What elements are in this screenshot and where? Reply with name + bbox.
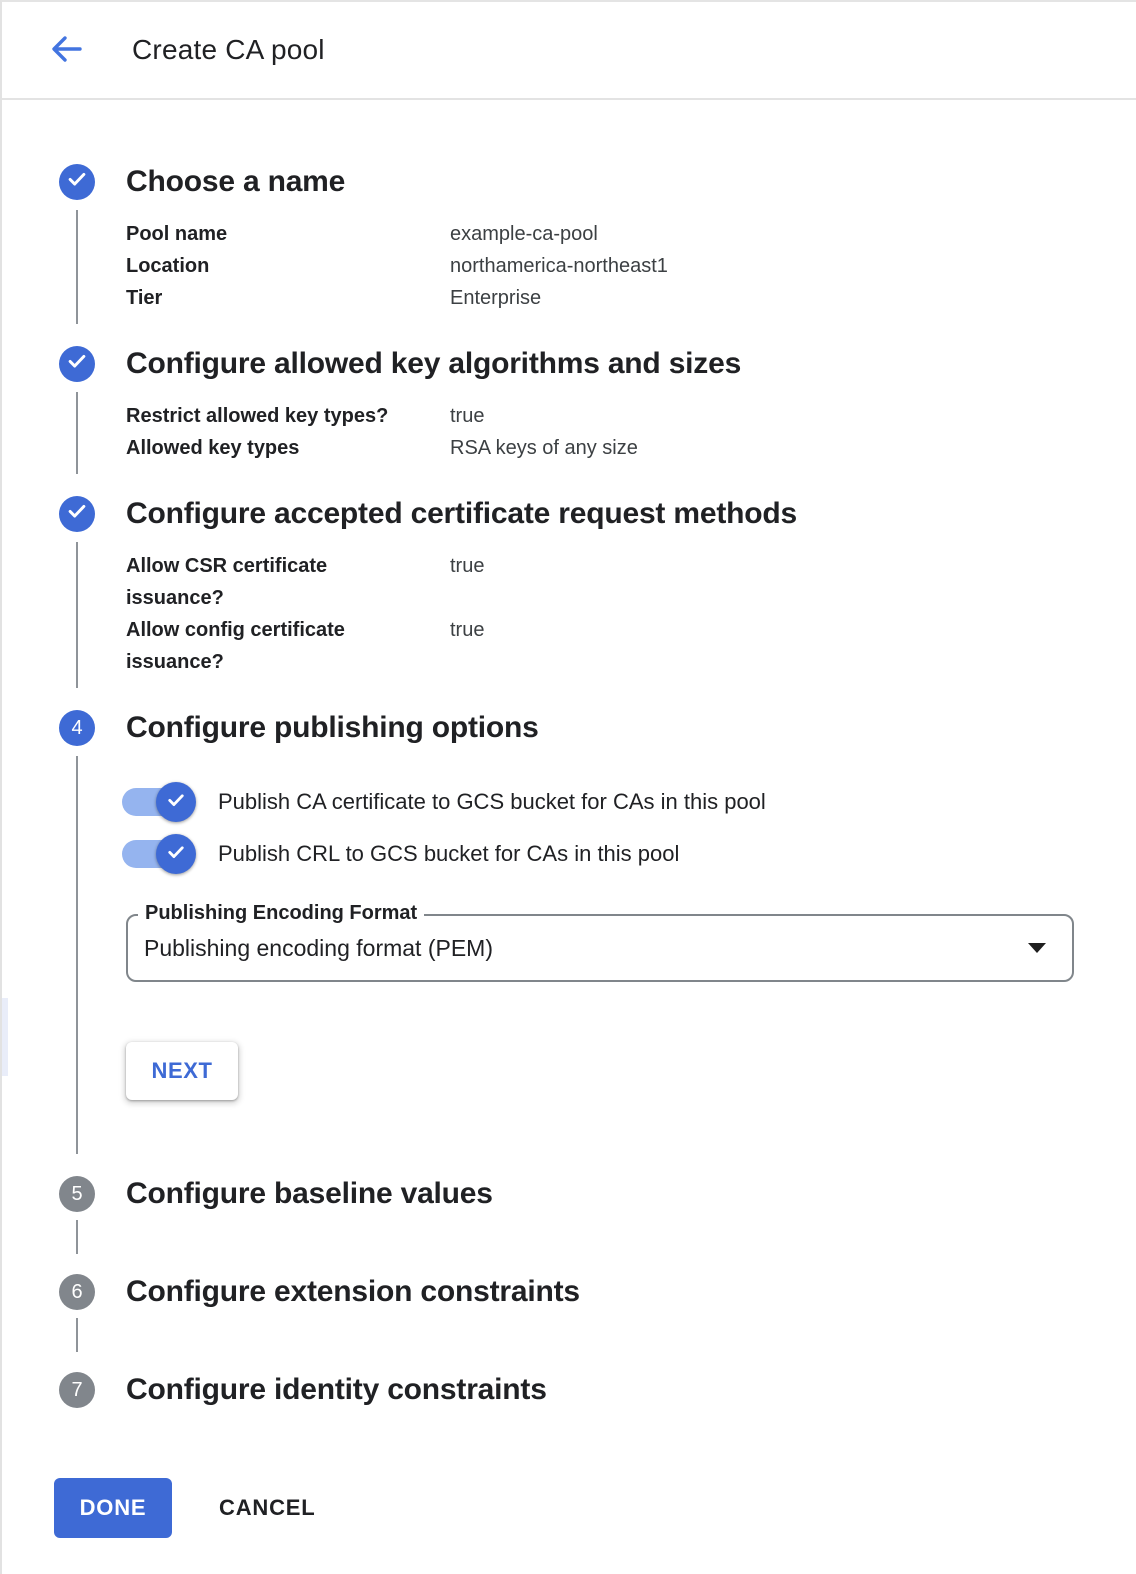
detail-value: RSA keys of any size (450, 437, 638, 459)
step-identity-constraints (59, 1372, 1136, 1408)
step-1-summary (76, 210, 1136, 324)
step-4-header[interactable] (59, 710, 1136, 746)
step-4-number: 4 (71, 716, 83, 739)
publish-ca-cert-row (126, 782, 1136, 822)
step-7-header[interactable] (59, 1372, 1136, 1408)
step-key-algorithms (59, 346, 1136, 474)
check-icon (166, 790, 186, 815)
step-6-header[interactable] (59, 1274, 1136, 1310)
detail-value: true (450, 619, 485, 641)
arrow-back-icon (48, 33, 84, 68)
step-connector (76, 1220, 78, 1254)
check-icon (166, 842, 186, 867)
detail-label: Tier (126, 287, 163, 309)
publish-crl-label: Publish CRL to GCS bucket for CAs in this pool (218, 841, 680, 866)
step-5-header[interactable] (59, 1176, 1136, 1212)
step-4-title: Configure publishing options (126, 711, 539, 744)
detail-label: Allowed key types (126, 437, 300, 459)
step-3-header[interactable] (59, 496, 1136, 532)
step-6-number: 6 (71, 1280, 83, 1303)
detail-label: Pool name (126, 223, 228, 245)
step-2-summary (76, 392, 1136, 474)
detail-label: Allow CSR certificate issuance? (126, 555, 328, 609)
step-2-completed-circle (59, 346, 95, 382)
step-1-completed-circle (59, 164, 95, 200)
step-baseline-values (59, 1176, 1136, 1254)
done-button[interactable]: DONE (54, 1478, 172, 1538)
step-request-methods (59, 496, 1136, 688)
header (2, 2, 1136, 100)
check-icon (66, 350, 88, 378)
step-publishing-options (59, 710, 1136, 1154)
step-connector (76, 1318, 78, 1352)
publishing-encoding-format-select[interactable] (126, 902, 1074, 982)
step-1-title: Choose a name (126, 165, 346, 198)
stepper (2, 100, 1136, 1408)
step-5-number-circle (59, 1176, 95, 1212)
step-7-title: Configure identity constraints (126, 1373, 547, 1406)
page-title: Create CA pool (132, 34, 325, 65)
step-3-summary (76, 542, 1136, 688)
toggle-thumb (156, 782, 196, 822)
toggle-thumb (156, 834, 196, 874)
back-button[interactable] (46, 30, 86, 70)
detail-label: Restrict allowed key types? (126, 405, 389, 427)
publish-ca-cert-toggle[interactable] (122, 788, 188, 816)
step-5-title: Configure baseline values (126, 1177, 493, 1210)
check-icon (66, 168, 88, 196)
step-7-number: 7 (71, 1378, 83, 1401)
detail-value: true (450, 555, 485, 577)
step-6-number-circle (59, 1274, 95, 1310)
step-3-title: Configure accepted certificate request methods (126, 497, 797, 530)
publish-crl-toggle[interactable] (122, 840, 188, 868)
publish-crl-row (126, 834, 1136, 874)
step-7-number-circle (59, 1372, 95, 1408)
check-icon (66, 500, 88, 528)
cancel-button[interactable]: CANCEL (219, 1495, 316, 1520)
detail-value: Enterprise (450, 287, 542, 309)
publish-ca-cert-label: Publish CA certificate to GCS bucket for CAs in this pool (218, 789, 766, 814)
step-4-content (76, 756, 1136, 1154)
step-2-title: Configure allowed key algorithms and sizes (126, 347, 742, 380)
step-choose-name (59, 164, 1136, 324)
select-value: Publishing encoding format (PEM) (144, 934, 493, 961)
step-1-header[interactable] (59, 164, 1136, 200)
detail-value: true (450, 405, 485, 427)
step-4-number-circle (59, 710, 95, 746)
next-button[interactable]: NEXT (126, 1042, 238, 1100)
step-2-header[interactable] (59, 346, 1136, 382)
scrollbar-remnant (2, 998, 8, 1076)
dropdown-arrow-icon (1028, 943, 1046, 953)
step-3-completed-circle (59, 496, 95, 532)
detail-label: Allow config certificate issuance? (126, 619, 345, 673)
step-extension-constraints (59, 1274, 1136, 1352)
detail-label: Location (126, 255, 210, 277)
step-6-title: Configure extension constraints (126, 1275, 580, 1308)
select-label: Publishing Encoding Format (138, 902, 424, 925)
detail-value: northamerica-northeast1 (450, 255, 668, 277)
step-5-number: 5 (71, 1182, 83, 1205)
detail-value: example-ca-pool (450, 223, 598, 245)
footer-actions (54, 1478, 1136, 1538)
